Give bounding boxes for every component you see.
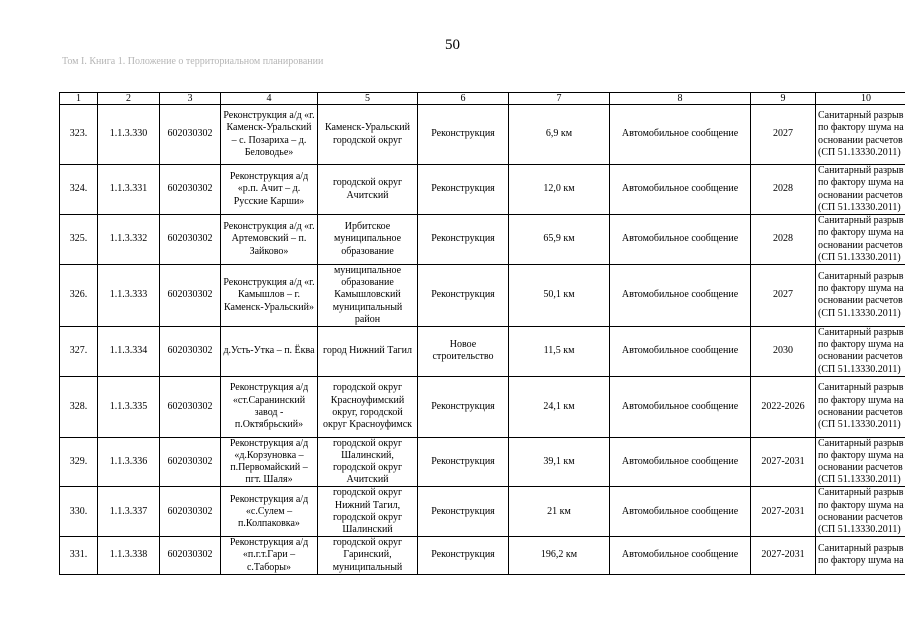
location: Ирбитское муниципальное образование: [318, 215, 418, 265]
object-code: 1.1.3.338: [98, 537, 160, 575]
object-code: 1.1.3.337: [98, 487, 160, 537]
length: 11,5 км: [509, 326, 610, 376]
column-header: 5: [318, 93, 418, 105]
length: 21 км: [509, 487, 610, 537]
row-number: 325.: [60, 215, 98, 265]
classifier-code: 602030302: [160, 326, 221, 376]
header-row: [60, 93, 905, 105]
object-name: Реконструкция а/д «ст.Саранинский завод - п.Октябрьский»: [221, 376, 318, 437]
classifier-code: 602030302: [160, 165, 221, 215]
period: 2028: [751, 215, 816, 265]
classifier-code: 602030302: [160, 437, 221, 487]
row-number: 328.: [60, 376, 98, 437]
running-header: Том I. Книга 1. Положение о территориальном планировании: [62, 56, 324, 67]
column-header: 6: [418, 93, 509, 105]
column-header: 8: [610, 93, 751, 105]
period: 2027-2031: [751, 437, 816, 487]
restriction-zone: Санитарный разрыв по фактору шума на основании расчетов (СП 51.13330.2011): [816, 326, 905, 376]
purpose: Автомобильное сообщение: [610, 215, 751, 265]
length: 50,1 км: [509, 265, 610, 327]
location: городской округ Гаринский, муниципальный: [318, 537, 418, 575]
table-row: [60, 537, 905, 575]
period: 2027-2031: [751, 537, 816, 575]
location: город Нижний Тагил: [318, 326, 418, 376]
restriction-zone: Санитарный разрыв по фактору шума на основании расчетов (СП 51.13330.2011): [816, 487, 905, 537]
work-type: Реконструкция: [418, 215, 509, 265]
table-row: [60, 165, 905, 215]
object-code: 1.1.3.334: [98, 326, 160, 376]
restriction-zone: Санитарный разрыв по фактору шума на основании расчетов (СП 51.13330.2011): [816, 105, 905, 165]
object-name: Реконструкция а/д «г. Камышлов – г. Каменск-Уральский»: [221, 265, 318, 327]
purpose: Автомобильное сообщение: [610, 105, 751, 165]
work-type: Реконструкция: [418, 487, 509, 537]
object-name: Реконструкция а/д «с.Сулем – п.Колпаковка»: [221, 487, 318, 537]
row-number: 329.: [60, 437, 98, 487]
classifier-code: 602030302: [160, 265, 221, 327]
restriction-zone: Санитарный разрыв по фактору шума на основании расчетов (СП 51.13330.2011): [816, 376, 905, 437]
length: 6,9 км: [509, 105, 610, 165]
classifier-code: 602030302: [160, 215, 221, 265]
object-name: Реконструкция а/д «д.Корзуновка – п.Первомайский – пгт. Шаля»: [221, 437, 318, 487]
row-number: 326.: [60, 265, 98, 327]
object-name: Реконструкция а/д «г. Артемовский – п. Зайково»: [221, 215, 318, 265]
work-type: Реконструкция: [418, 376, 509, 437]
location: муниципальное образование Камышловский муниципальный район: [318, 265, 418, 327]
object-code: 1.1.3.332: [98, 215, 160, 265]
territorial-planning-table: [59, 92, 905, 575]
purpose: Автомобильное сообщение: [610, 376, 751, 437]
restriction-zone: Санитарный разрыв по фактору шума на основании расчетов (СП 51.13330.2011): [816, 215, 905, 265]
column-header: 3: [160, 93, 221, 105]
restriction-zone: Санитарный разрыв по фактору шума на основании расчетов (СП 51.13330.2011): [816, 265, 905, 327]
work-type: Реконструкция: [418, 165, 509, 215]
table-row: [60, 376, 905, 437]
location: городской округ Ачитский: [318, 165, 418, 215]
work-type: Реконструкция: [418, 437, 509, 487]
table-row: [60, 487, 905, 537]
object-code: 1.1.3.333: [98, 265, 160, 327]
purpose: Автомобильное сообщение: [610, 537, 751, 575]
classifier-code: 602030302: [160, 376, 221, 437]
object-name: д.Усть-Утка – п. Ёква: [221, 326, 318, 376]
purpose: Автомобильное сообщение: [610, 437, 751, 487]
table-row: [60, 326, 905, 376]
column-header: 1: [60, 93, 98, 105]
period: 2027-2031: [751, 487, 816, 537]
row-number: 331.: [60, 537, 98, 575]
object-code: 1.1.3.330: [98, 105, 160, 165]
row-number: 330.: [60, 487, 98, 537]
location: городской округ Нижний Тагил, городской округ Шалинский: [318, 487, 418, 537]
table-row: [60, 265, 905, 327]
classifier-code: 602030302: [160, 105, 221, 165]
column-header: 2: [98, 93, 160, 105]
purpose: Автомобильное сообщение: [610, 265, 751, 327]
work-type: Реконструкция: [418, 105, 509, 165]
location: городской округ Красноуфимский округ, городской округ Красноуфимск: [318, 376, 418, 437]
table-row: [60, 437, 905, 487]
length: 39,1 км: [509, 437, 610, 487]
work-type: Реконструкция: [418, 265, 509, 327]
column-header: 9: [751, 93, 816, 105]
row-number: 324.: [60, 165, 98, 215]
object-name: Реконструкция а/д «р.п. Ачит – д. Русские Карши»: [221, 165, 318, 215]
table-row: [60, 105, 905, 165]
work-type: Реконструкция: [418, 537, 509, 575]
length: 12,0 км: [509, 165, 610, 215]
purpose: Автомобильное сообщение: [610, 326, 751, 376]
length: 24,1 км: [509, 376, 610, 437]
length: 65,9 км: [509, 215, 610, 265]
classifier-code: 602030302: [160, 487, 221, 537]
column-header: 4: [221, 93, 318, 105]
restriction-zone: Санитарный разрыв по фактору шума на основании расчетов (СП 51.13330.2011): [816, 165, 905, 215]
page-number: 50: [445, 37, 460, 53]
period: 2022-2026: [751, 376, 816, 437]
work-type: Новое строительство: [418, 326, 509, 376]
purpose: Автомобильное сообщение: [610, 165, 751, 215]
object-name: Реконструкция а/д «г. Каменск-Уральский – с. Позариха – д. Беловодье»: [221, 105, 318, 165]
restriction-zone: Санитарный разрыв по фактору шума на: [816, 537, 905, 575]
object-name: Реконструкция а/д «п.г.т.Гари – с.Таборы»: [221, 537, 318, 575]
location: городской округ Шалинский, городской округ Ачитский: [318, 437, 418, 487]
classifier-code: 602030302: [160, 537, 221, 575]
restriction-zone: Санитарный разрыв по фактору шума на основании расчетов (СП 51.13330.2011): [816, 437, 905, 487]
period: 2028: [751, 165, 816, 215]
column-header: 10: [816, 93, 905, 105]
purpose: Автомобильное сообщение: [610, 487, 751, 537]
row-number: 323.: [60, 105, 98, 165]
location: Каменск-Уральский городской округ: [318, 105, 418, 165]
row-number: 327.: [60, 326, 98, 376]
table-row: [60, 215, 905, 265]
period: 2027: [751, 265, 816, 327]
object-code: 1.1.3.335: [98, 376, 160, 437]
column-header: 7: [509, 93, 610, 105]
period: 2030: [751, 326, 816, 376]
object-code: 1.1.3.336: [98, 437, 160, 487]
length: 196,2 км: [509, 537, 610, 575]
object-code: 1.1.3.331: [98, 165, 160, 215]
period: 2027: [751, 105, 816, 165]
